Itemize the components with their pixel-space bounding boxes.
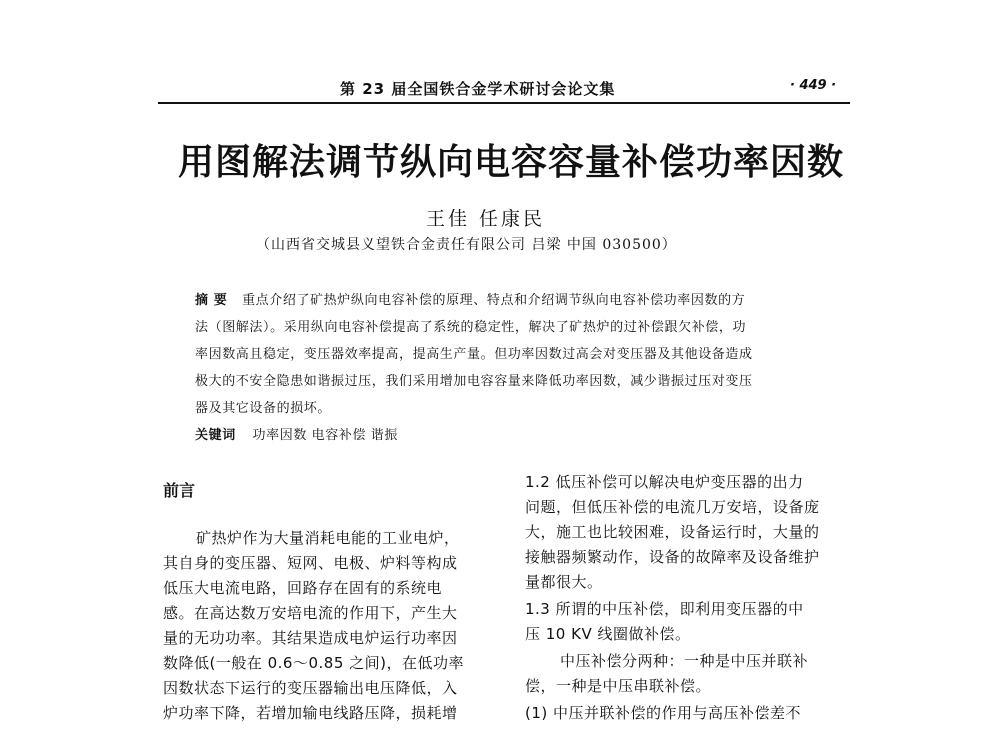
abstract-line: 极大的不安全隐患如谐振过压，我们采用增加电容容量来降低功率因数，减少谐振过压对变压 bbox=[195, 374, 753, 389]
body-line: 中压补偿分两种：一种是中压并联补 bbox=[560, 652, 809, 670]
keywords-line bbox=[195, 424, 398, 443]
abstract-text: 重点介绍了矿热炉纵向电容补偿的原理、特点和介绍调节纵向电容补偿功率因数的方 bbox=[242, 293, 746, 308]
body-line: 大，施工也比较困难，设备运行时，大量的 bbox=[525, 523, 820, 541]
header-rule bbox=[158, 102, 850, 104]
body-line: 量的无功功率。其结果造成电炉运行功率因 bbox=[163, 629, 458, 647]
running-head-title: 第 23 届全国铁合金学术研讨会论文集 bbox=[340, 80, 616, 98]
body-line: 1.2 低压补偿可以解决电炉变压器的出力 bbox=[525, 473, 804, 491]
body-line: 感。在高达数万安培电流的作用下，产生大 bbox=[163, 604, 458, 622]
body-line: 数降低(一般在 0.6～0.85 之间)，在低功率 bbox=[163, 654, 464, 672]
paper-title: 用图解法调节纵向电容容量补偿功率因数 bbox=[178, 142, 845, 183]
keywords-label: 关键词 bbox=[195, 428, 236, 443]
body-line: 矿热炉作为大量消耗电能的工业电炉， bbox=[196, 529, 460, 547]
body-line: 其自身的变压器、短网、电极、炉料等构成 bbox=[163, 554, 458, 572]
body-line: 低压大电流电路，回路存在固有的系统电 bbox=[163, 579, 443, 597]
body-line: 压 10 KV 线圈做补偿。 bbox=[525, 625, 691, 643]
body-line: (1) 中压并联补偿的作用与高压补偿差不 bbox=[525, 704, 802, 722]
abstract-label: 摘 要 bbox=[195, 293, 228, 308]
abstract-line bbox=[195, 289, 745, 308]
abstract-line: 法（图解法）。采用纵向电容补偿提高了系统的稳定性，解决了矿热炉的过补偿跟欠补偿，功 bbox=[195, 320, 747, 335]
section-heading: 前言 bbox=[163, 481, 196, 500]
page-number: · 449 · bbox=[790, 78, 837, 93]
body-line: 偿，一种是中压串联补偿。 bbox=[525, 677, 712, 695]
body-line: 因数状态下运行的变压器输出电压降低，入 bbox=[163, 679, 458, 697]
keywords: 功率因数 电容补偿 谐振 bbox=[252, 428, 399, 443]
body-line: 问题，但低压补偿的电流几万安培，设备庞 bbox=[525, 498, 820, 516]
abstract-line: 率因数高且稳定，变压器效率提高，提高生产量。但功率因数过高会对变压器及其他设备造成 bbox=[195, 347, 753, 362]
body-line: 接触器频繁动作，设备的故障率及设备维护 bbox=[525, 548, 820, 566]
body-line: 炉功率下降，若增加输电线路压降，损耗增 bbox=[163, 704, 458, 722]
body-line: 1.3 所谓的中压补偿，即利用变压器的中 bbox=[525, 600, 804, 618]
abstract-line: 器及其它设备的损坏。 bbox=[195, 401, 332, 416]
body-line: 量都很大。 bbox=[525, 573, 603, 591]
affiliation: （山西省交城县义望铁合金责任有限公司 吕梁 中国 030500） bbox=[256, 237, 677, 253]
authors: 王佳 任康民 bbox=[426, 208, 546, 230]
